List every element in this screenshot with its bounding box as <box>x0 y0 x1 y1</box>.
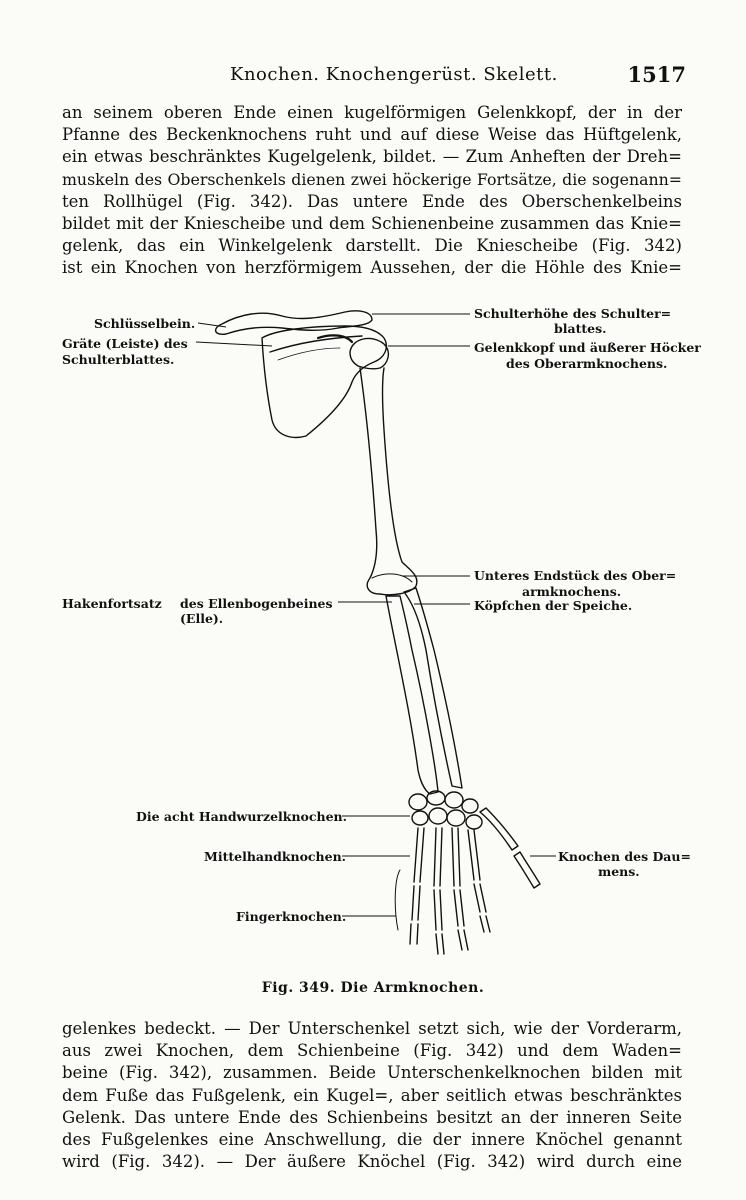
label-metacarpals: Mittelhandknochen. <box>204 849 347 864</box>
text-line: bildet mit der Kniescheibe und dem Schienenbeine zusammen das Knie= <box>62 213 682 233</box>
label-thumb-2: mens. <box>598 864 640 879</box>
ulna-bone <box>386 596 438 794</box>
metacarpal-bones <box>414 828 480 886</box>
label-lower-humerus-1: Unteres Endstück des Ober= <box>474 568 677 583</box>
text-line: gelenkes bedeckt. — Der Unterschenkel setzt sich, wie der Vorderarm, <box>62 1019 682 1038</box>
thumb-bones <box>480 808 540 888</box>
text-line: des Fußgelenkes eine Anschwellung, die der innere Knöchel genannt <box>62 1129 682 1149</box>
label-carpals: Die acht Handwurzelknochen. <box>136 809 347 824</box>
label-thumb-1: Knochen des Dau= <box>558 849 691 864</box>
label-lower-humerus-2: armknochens. <box>522 584 622 599</box>
clavicle-bone <box>216 311 372 334</box>
label-scapula-spine-2: Schulterblattes. <box>62 352 175 367</box>
text-line: muskeln des Oberschenkels dienen zwei höckerige Fortsätze, die sogenann= <box>62 169 682 189</box>
label-ulna-2: (Elle). <box>180 611 224 626</box>
paragraph-top <box>62 102 682 280</box>
page-number: 1517 <box>627 62 686 87</box>
arm-skeleton-illustration <box>0 290 746 990</box>
label-olecranon: Hakenfortsatz <box>62 596 162 611</box>
text-line: Pfanne des Beckenknochens ruht und auf diese Weise das Hüftgelenk, <box>62 125 682 145</box>
label-scapula-spine-1: Gräte (Leiste) des <box>62 336 188 351</box>
text-line: gelenk, das ein Winkelgelenk darstellt. Die Kniescheibe (Fig. 342) <box>62 236 682 256</box>
label-clavicle: Schlüsselbein. <box>94 316 196 331</box>
text-line: ist ein Knochen von herzförmigem Aussehen, der die Höhle des Knie= <box>62 258 682 278</box>
label-phalanges: Fingerknochen. <box>236 909 347 924</box>
label-acromion-2: blattes. <box>554 321 607 336</box>
figure-caption: Fig. 349. Die Armknochen. <box>261 980 485 996</box>
carpal-bones <box>409 791 482 829</box>
label-ulna-1: des Ellenbogenbeines <box>180 596 333 611</box>
text-line: ein etwas beschränktes Kugelgelenk, bildet. — Zum Anheften der Dreh= <box>62 147 682 167</box>
arm-bones-figure <box>0 290 746 990</box>
text-line: an seinem oberen Ende einen kugelförmigen Gelenkkopf, der in der <box>62 103 682 122</box>
label-acromion-1: Schulterhöhe des Schulter= <box>474 306 672 321</box>
label-humerus-head-1: Gelenkkopf und äußerer Höcker <box>474 340 701 355</box>
page-header <box>0 62 746 92</box>
text-line: Gelenk. Das untere Ende des Schienbeins besitzt an der inneren Seite <box>62 1107 682 1127</box>
paragraph-bottom <box>62 1018 682 1173</box>
finger-bones <box>410 884 490 954</box>
label-humerus-head-2: des Oberarmknochens. <box>506 356 668 371</box>
text-line: dem Fuße das Fußgelenk, ein Kugel=, aber seitlich etwas beschränktes <box>62 1085 682 1105</box>
text-line: aus zwei Knochen, dem Schienbeine (Fig. 342) und dem Waden= <box>62 1041 682 1061</box>
label-radial-head: Köpfchen der Speiche. <box>474 598 633 613</box>
running-title: Knochen. Knochengerüst. Skelett. <box>230 64 558 85</box>
text-line: beine (Fig. 342), zusammen. Beide Unterschenkelknochen bilden mit <box>62 1063 682 1083</box>
text-line: wird (Fig. 342). — Der äußere Knöchel (Fig. 342) wird durch eine <box>62 1152 682 1172</box>
scapula-bone <box>262 326 386 437</box>
humerus-bone <box>360 368 417 595</box>
text-line: ten Rollhügel (Fig. 342). Das untere Ende des Oberschenkelbeins <box>62 191 682 211</box>
